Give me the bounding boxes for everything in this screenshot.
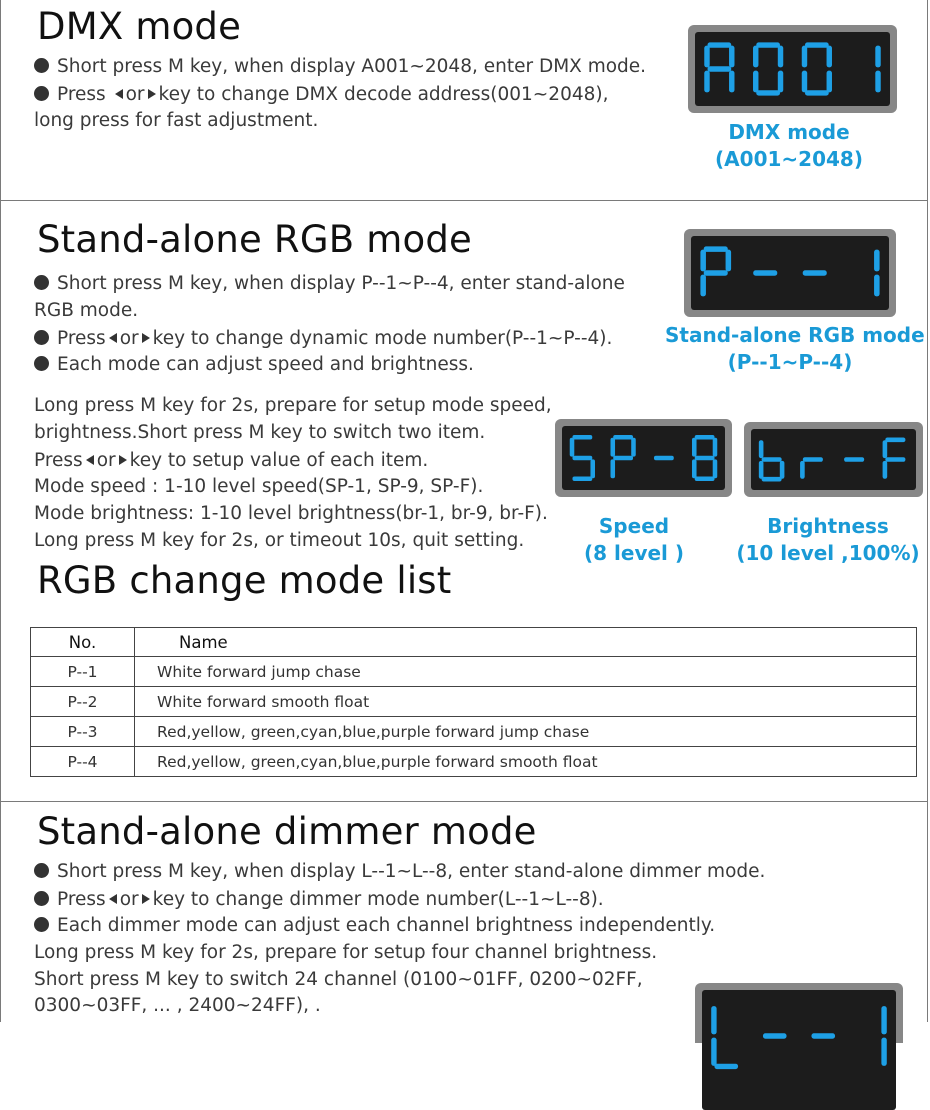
left-arrow-key-icon bbox=[109, 333, 117, 343]
led-segment bbox=[695, 476, 715, 481]
led-segment bbox=[885, 438, 905, 443]
rgb-para-3: Press or key to setup value of each item. bbox=[34, 450, 429, 471]
led-segment bbox=[802, 71, 807, 93]
mode-number-cell: P--4 bbox=[31, 747, 135, 777]
led-segment bbox=[704, 270, 728, 276]
seven-segment-digits bbox=[691, 236, 889, 310]
brightness-caption: Brightness (10 level ,100%) bbox=[736, 514, 920, 565]
led-segment bbox=[695, 435, 715, 440]
bullet-icon bbox=[34, 356, 49, 371]
speed-led-display bbox=[555, 419, 732, 497]
table-row bbox=[31, 687, 917, 717]
led-segment bbox=[692, 459, 697, 478]
rgb-bullet-1-cont: RGB mode. bbox=[34, 300, 139, 321]
led-segment bbox=[803, 457, 823, 462]
led-segment bbox=[610, 438, 615, 457]
led-segment bbox=[704, 246, 728, 252]
right-arrow-key-icon bbox=[119, 455, 127, 465]
brightness-led-display bbox=[744, 422, 923, 497]
led-segment bbox=[805, 90, 829, 95]
led-segment bbox=[762, 457, 782, 462]
table-row bbox=[31, 717, 917, 747]
dimmer-bullet-1: Short press M key, when display L--1~L--8, enter stand-alone dimmer mode. bbox=[34, 863, 765, 882]
led-segment bbox=[714, 1064, 738, 1069]
seven-segment-digits bbox=[702, 990, 896, 1082]
led-segment bbox=[759, 461, 764, 479]
rgb-mode-section bbox=[0, 201, 928, 802]
led-segment bbox=[711, 1038, 716, 1066]
bullet-icon bbox=[34, 330, 49, 345]
dmx-mode-title: DMX mode bbox=[37, 5, 242, 48]
right-arrow-key-icon bbox=[142, 333, 150, 343]
dmx-led-display bbox=[688, 25, 897, 113]
led-segment bbox=[762, 477, 782, 482]
led-segment bbox=[778, 46, 783, 68]
led-segment bbox=[844, 457, 864, 462]
rgb-bullet-2: Press or key to change dynamic mode number(P--1~P--4). bbox=[34, 330, 612, 349]
bullet-icon bbox=[34, 863, 49, 878]
led-segment bbox=[759, 440, 764, 458]
led-segment bbox=[613, 456, 633, 461]
mode-name-cell: Red,yellow, green,cyan,blue,purple forward smooth float bbox=[135, 747, 917, 777]
dimmer-para-2: Short press M key to switch 24 channel (0100~01FF, 0200~02FF, bbox=[34, 969, 643, 990]
dmx-bullet-1: Short press M key, when display A001~2048, enter DMX mode. bbox=[34, 58, 646, 77]
led-segment bbox=[572, 456, 592, 461]
left-arrow-key-icon bbox=[115, 89, 123, 99]
bullet-icon bbox=[34, 275, 49, 290]
led-segment bbox=[711, 1006, 716, 1034]
rgb-led-display bbox=[684, 229, 896, 317]
mode-name-cell: Red,yellow, green,cyan,blue,purple forward jump chase bbox=[135, 717, 917, 747]
led-segment bbox=[875, 46, 880, 68]
rgb-list-title: RGB change mode list bbox=[37, 559, 452, 602]
led-segment bbox=[704, 46, 709, 68]
table-row bbox=[31, 747, 917, 777]
led-segment bbox=[874, 275, 880, 297]
led-segment bbox=[756, 42, 780, 47]
led-segment bbox=[713, 438, 718, 457]
dmx-mode-section bbox=[0, 0, 928, 201]
led-segment bbox=[811, 1033, 835, 1038]
led-segment bbox=[708, 42, 732, 47]
dimmer-mode-title: Stand-alone dimmer mode bbox=[37, 810, 537, 853]
led-segment bbox=[700, 275, 706, 297]
rgb-bullet-1: Short press M key, when display P--1~P--4, enter stand-alone bbox=[34, 275, 625, 294]
led-segment bbox=[778, 71, 783, 93]
led-segment bbox=[590, 459, 595, 478]
table-header-row bbox=[31, 628, 917, 657]
left-arrow-key-icon bbox=[109, 894, 117, 904]
dimmer-mode-section bbox=[0, 802, 928, 1022]
rgb-para-4: Mode speed : 1-10 level speed(SP-1, SP-9, SP-F). bbox=[34, 476, 484, 497]
led-segment bbox=[631, 438, 636, 457]
dimmer-led-display bbox=[695, 983, 903, 1043]
led-segment bbox=[713, 459, 718, 478]
seven-segment-digits bbox=[751, 429, 916, 490]
led-segment bbox=[613, 435, 633, 440]
led-segment bbox=[780, 461, 785, 479]
led-segment bbox=[756, 90, 780, 95]
rgb-bullet-3: Each mode can adjust speed and brightness. bbox=[34, 356, 474, 375]
led-segment bbox=[729, 71, 734, 93]
dmx-caption: DMX mode (A001~2048) bbox=[715, 120, 863, 171]
rgb-para-6: Long press M key for 2s, or timeout 10s, quit setting. bbox=[34, 530, 525, 551]
led-segment bbox=[753, 270, 777, 276]
led-segment bbox=[881, 1038, 886, 1066]
led-segment bbox=[610, 459, 615, 478]
led-segment bbox=[700, 250, 706, 272]
led-segment bbox=[654, 456, 674, 461]
led-segment bbox=[763, 1033, 787, 1038]
seven-segment-digits bbox=[695, 32, 890, 106]
left-arrow-key-icon bbox=[86, 455, 94, 465]
right-arrow-key-icon bbox=[148, 89, 156, 99]
mode-name-cell: White forward jump chase bbox=[135, 657, 917, 687]
mode-number-cell: P--3 bbox=[31, 717, 135, 747]
column-header-no: No. bbox=[31, 628, 135, 657]
bullet-icon bbox=[34, 917, 49, 932]
led-segment bbox=[572, 435, 592, 440]
right-arrow-key-icon bbox=[142, 894, 150, 904]
led-segment bbox=[874, 250, 880, 272]
dmx-line-3: long press for fast adjustment. bbox=[34, 110, 319, 131]
rgb-para-2: brightness.Short press M key to switch two item. bbox=[34, 422, 486, 443]
led-segment bbox=[753, 71, 758, 93]
led-segment bbox=[875, 71, 880, 93]
led-segment bbox=[883, 461, 888, 479]
led-segment bbox=[800, 461, 805, 479]
dimmer-para-3: 0300~03FF, ... , 2400~24FF), . bbox=[34, 995, 321, 1016]
dimmer-bullet-2: Press or key to change dimmer mode number(L--1~L--8). bbox=[34, 891, 604, 910]
bullet-icon bbox=[34, 86, 49, 101]
speed-caption: Speed (8 level ) bbox=[584, 514, 684, 565]
led-segment bbox=[881, 1006, 886, 1034]
rgb-mode-title: Stand-alone RGB mode bbox=[37, 218, 472, 261]
led-segment bbox=[695, 456, 715, 461]
bullet-icon bbox=[34, 58, 49, 73]
bullet-icon bbox=[34, 891, 49, 906]
led-segment bbox=[708, 66, 732, 71]
led-segment bbox=[726, 250, 732, 272]
dimmer-bullet-3: Each dimmer mode can adjust each channel brightness independently. bbox=[34, 917, 715, 936]
led-segment bbox=[729, 46, 734, 68]
led-segment bbox=[803, 270, 827, 276]
dmx-bullet-2: Press or key to change DMX decode address(001~2048), bbox=[34, 86, 608, 105]
rgb-mode-table bbox=[30, 627, 917, 777]
led-segment bbox=[827, 71, 832, 93]
mode-number-cell: P--1 bbox=[31, 657, 135, 687]
led-segment bbox=[805, 42, 829, 47]
led-segment bbox=[572, 476, 592, 481]
rgb-para-1: Long press M key for 2s, prepare for setup mode speed, bbox=[34, 395, 552, 416]
mode-name-cell: White forward smooth float bbox=[135, 687, 917, 717]
seven-segment-digits bbox=[562, 426, 725, 490]
led-segment bbox=[692, 438, 697, 457]
led-segment bbox=[753, 46, 758, 68]
table-row bbox=[31, 657, 917, 687]
rgb-para-5: Mode brightness: 1-10 level brightness(br-1, br-9, br-F). bbox=[34, 503, 548, 524]
led-segment bbox=[827, 46, 832, 68]
rgb-caption: Stand-alone RGB mode (P--1~P--4) bbox=[665, 323, 925, 374]
led-segment bbox=[704, 71, 709, 93]
led-segment bbox=[570, 438, 575, 457]
led-segment bbox=[883, 440, 888, 458]
mode-number-cell: P--2 bbox=[31, 687, 135, 717]
led-segment bbox=[885, 457, 905, 462]
led-segment bbox=[802, 46, 807, 68]
column-header-name: Name bbox=[135, 628, 917, 657]
dimmer-para-1: Long press M key for 2s, prepare for setup four channel brightness. bbox=[34, 942, 658, 963]
